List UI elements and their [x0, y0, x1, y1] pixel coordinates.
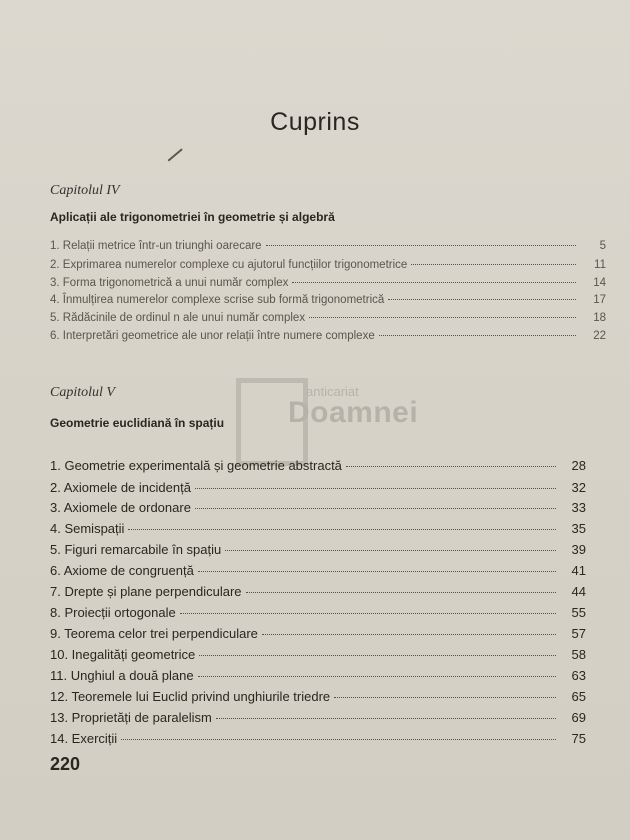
- toc-entry-page: 32: [571, 480, 586, 495]
- watermark-text-line1: anticariat: [306, 384, 359, 399]
- toc-entry: [50, 277, 606, 289]
- toc-entry-text: 1. Geometrie experimentală și geometrie abstractă: [50, 458, 342, 473]
- leader-dots: [225, 550, 556, 551]
- toc-entry: [50, 500, 586, 515]
- toc-entry-text: 4. Înmulțirea numerelor complexe scrise sub formă trigonometrică: [50, 294, 385, 306]
- chapter-title-v: Geometrie euclidiană în spațiu: [50, 416, 225, 430]
- toc-entry-page: 35: [571, 521, 586, 536]
- toc-entry-text: 11. Unghiul a două plane: [50, 668, 194, 683]
- page-number: 220: [50, 754, 81, 774]
- toc-entry: [50, 542, 586, 557]
- watermark-text-line2: Doamnei: [288, 396, 419, 429]
- leader-dots: [216, 718, 556, 719]
- toc-entry-text: 5. Rădăcinile de ordinul n ale unui număr complex: [50, 312, 306, 324]
- toc-entry: [50, 584, 586, 599]
- leader-dots: [346, 466, 556, 467]
- toc-entry-text: 8. Proiecții ortogonale: [50, 605, 176, 620]
- toc-entry-page: 57: [571, 626, 586, 641]
- toc-entry-text: 3. Axiomele de ordonare: [50, 500, 191, 515]
- leader-dots: [121, 739, 556, 740]
- toc-entry-page: 33: [571, 500, 586, 515]
- leader-dots: [379, 335, 576, 336]
- leader-dots: [198, 571, 556, 572]
- toc-entry-text: 3. Forma trigonometrică a unui număr complex: [50, 277, 289, 289]
- leader-dots: [199, 655, 556, 656]
- toc-entry: [50, 240, 606, 252]
- leader-dots: [411, 264, 576, 265]
- toc-entry-page: 55: [571, 605, 586, 620]
- leader-dots: [334, 697, 556, 698]
- toc-entry: [50, 731, 586, 746]
- chapter-title-iv: Aplicații ale trigonometriei în geometrie și algebră: [50, 210, 335, 224]
- toc-entry-text: 5. Figuri remarcabile în spațiu: [50, 542, 222, 557]
- leader-dots: [262, 634, 556, 635]
- toc-entry-page: 65: [571, 689, 586, 704]
- toc-entry-page: 18: [593, 312, 606, 324]
- toc-entry-page: 63: [571, 668, 586, 683]
- leader-dots: [246, 592, 556, 593]
- toc-entry: [50, 330, 606, 342]
- toc-entry-text: 12. Teoremele lui Euclid privind unghiurile triedre: [50, 689, 331, 704]
- toc-entry-page: 41: [571, 563, 586, 578]
- pen-mark: [168, 148, 183, 161]
- toc-entry: [50, 647, 586, 662]
- leader-dots: [195, 488, 556, 489]
- toc-entry-text: 6. Interpretări geometrice ale unor relații între numere complexe: [50, 330, 375, 342]
- toc-entry-text: 9. Teorema celor trei perpendiculare: [50, 626, 258, 641]
- toc-entry-page: 44: [571, 584, 586, 599]
- chapter-label-iv: Capitolul IV: [50, 183, 120, 198]
- chapter-label-v: Capitolul V: [50, 385, 115, 400]
- toc-entry: [50, 668, 586, 683]
- leader-dots: [266, 245, 576, 246]
- toc-entry-page: 69: [571, 710, 586, 725]
- toc-entry: [50, 294, 606, 306]
- leader-dots: [128, 529, 556, 530]
- toc-entry: [50, 605, 586, 620]
- toc-entry-text: 1. Relații metrice într-un triunghi oarecare: [50, 240, 262, 252]
- toc-entry-page: 22: [593, 330, 606, 342]
- toc-entry: [50, 312, 606, 324]
- toc-entry: [50, 521, 586, 536]
- toc-entry-page: 39: [571, 542, 586, 557]
- toc-entry-text: 2. Axiomele de incidență: [50, 480, 191, 495]
- toc-entry-page: 17: [593, 294, 606, 306]
- watermark-logo: [236, 378, 419, 468]
- toc-entry: [50, 458, 586, 473]
- toc-entry-page: 11: [594, 259, 606, 271]
- toc-entry: [50, 259, 606, 271]
- toc-entry-text: 2. Exprimarea numerelor complexe cu ajutorul funcțiilor trigonometrice: [50, 259, 408, 271]
- toc-entry: [50, 626, 586, 641]
- leader-dots: [198, 676, 556, 677]
- toc-entry: [50, 480, 586, 495]
- toc-entry-page: 5: [599, 240, 606, 252]
- leader-dots: [292, 282, 576, 283]
- toc-entry-text: 4. Semispații: [50, 521, 125, 536]
- toc-entry-text: 6. Axiome de congruență: [50, 563, 194, 578]
- toc-entry-page: 75: [571, 731, 586, 746]
- leader-dots: [195, 508, 556, 509]
- toc-entry-page: 14: [593, 277, 606, 289]
- toc-entry-page: 58: [571, 647, 586, 662]
- leader-dots: [180, 613, 556, 614]
- toc-entry: [50, 563, 586, 578]
- toc-entry-text: 13. Proprietăți de paralelism: [50, 710, 212, 725]
- leader-dots: [388, 299, 576, 300]
- page-title: Cuprins: [270, 108, 360, 136]
- toc-entry-text: 7. Drepte și plane perpendiculare: [50, 584, 242, 599]
- toc-entry: [50, 710, 586, 725]
- toc-entry-page: 28: [571, 458, 586, 473]
- leader-dots: [309, 317, 576, 318]
- toc-entry-text: 14. Exerciții: [50, 731, 118, 746]
- toc-entry-text: 10. Inegalități geometrice: [50, 647, 196, 662]
- toc-entry: [50, 689, 586, 704]
